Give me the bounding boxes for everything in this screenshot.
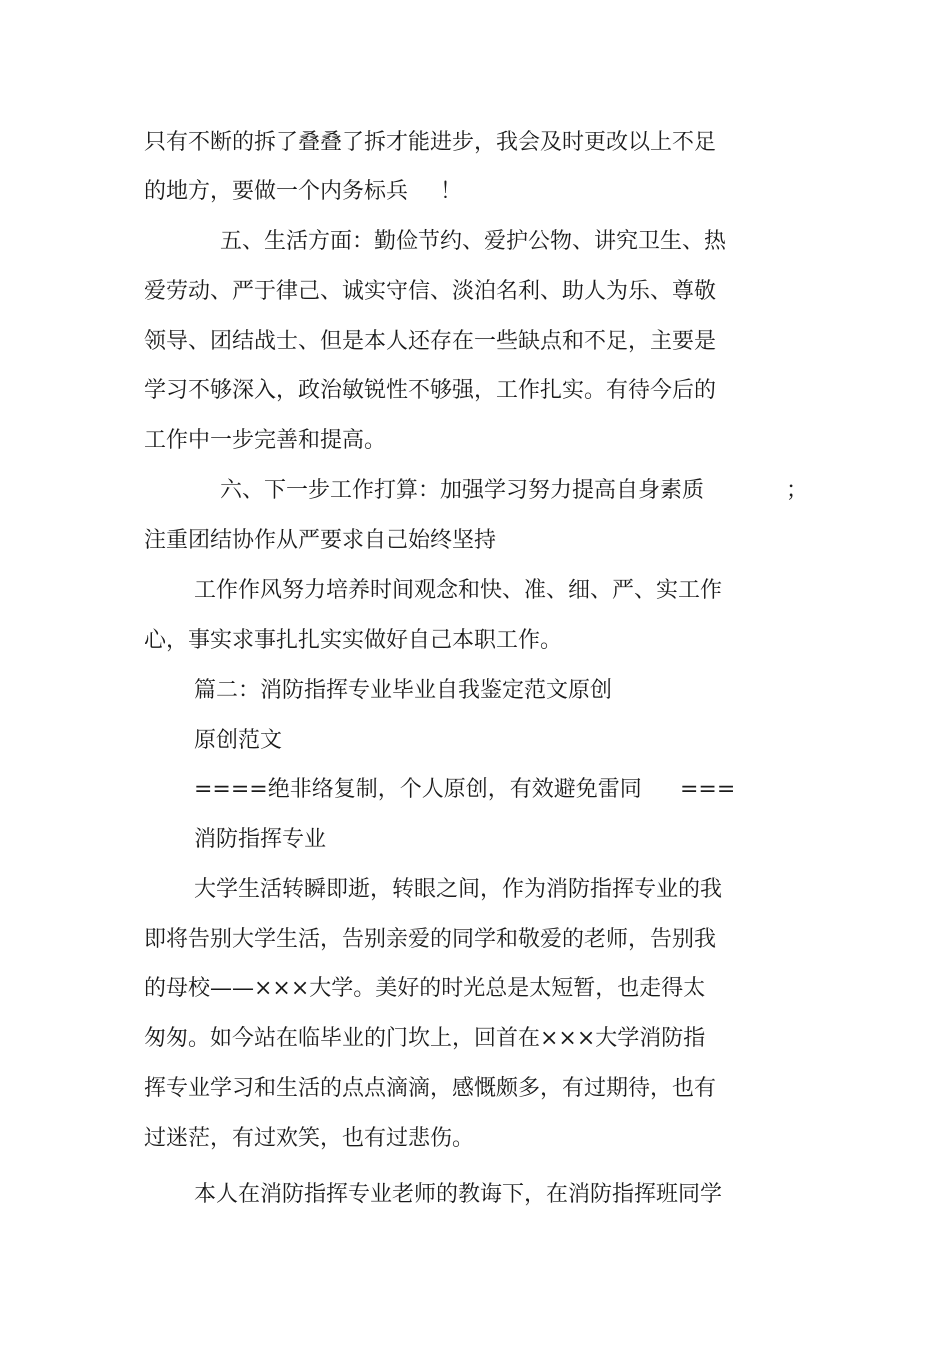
- text-line: 只有不断的拆了叠叠了拆才能进步，我会及时更改以上不足: [144, 130, 717, 155]
- article-subtitle: 原创范文: [194, 728, 283, 753]
- text-line: 大学生活转瞬即逝，转眼之间，作为消防指挥专业的我: [194, 877, 723, 902]
- text-line: 爱劳动、严于律己、诚实守信、淡泊名利、助人为乐、尊敬: [144, 279, 717, 304]
- text-line: 领导、团结战士、但是本人还存在一些缺点和不足，主要是: [144, 329, 717, 354]
- text-line: 的地方，要做一个内务标兵: [144, 179, 409, 204]
- originality-notice-tail: ===: [680, 777, 736, 802]
- text-line: 的母校——×××大学。美好的时光总是太短暂，也走得太: [144, 976, 706, 1001]
- text-line: 匆匆。如今站在临毕业的门坎上，回首在×××大学消防指: [144, 1026, 706, 1051]
- major-name: 消防指挥专业: [194, 827, 327, 852]
- text-line: 本人在消防指挥专业老师的教诲下，在消防指挥班同学: [194, 1182, 723, 1207]
- section-heading-life: 五、生活方面：勤俭节约、爱护公物、讲究卫生、热: [220, 229, 727, 254]
- text-line: 挥专业学习和生活的点点滴滴，感慨颇多，有过期待，也有: [144, 1076, 717, 1101]
- section-heading-next-plan: 六、下一步工作打算：加强学习努力提高自身素质: [220, 478, 705, 503]
- text-line: 注重团结协作从严要求自己始终坚持: [144, 528, 497, 553]
- article-title: 篇二：消防指挥专业毕业自我鉴定范文原创: [194, 678, 613, 703]
- text-line: 心，事实求事扎扎实实做好自己本职工作。: [144, 628, 563, 653]
- text-line: 工作中一步完善和提高。: [144, 428, 387, 453]
- text-line: 过迷茫，有过欢笑，也有过悲伤。: [144, 1126, 475, 1151]
- text-line: 学习不够深入，政治敏锐性不够强，工作扎实。有待今后的: [144, 378, 717, 403]
- text-line: ！: [440, 179, 463, 204]
- text-line: 工作作风努力培养时间观念和快、准、细、严、实工作: [194, 578, 723, 603]
- text-line: ；: [786, 478, 809, 503]
- originality-notice: ====绝非络复制，个人原创，有效避免雷同: [194, 777, 642, 802]
- text-line: 即将告别大学生活，告别亲爱的同学和敬爱的老师，告别我: [144, 927, 717, 952]
